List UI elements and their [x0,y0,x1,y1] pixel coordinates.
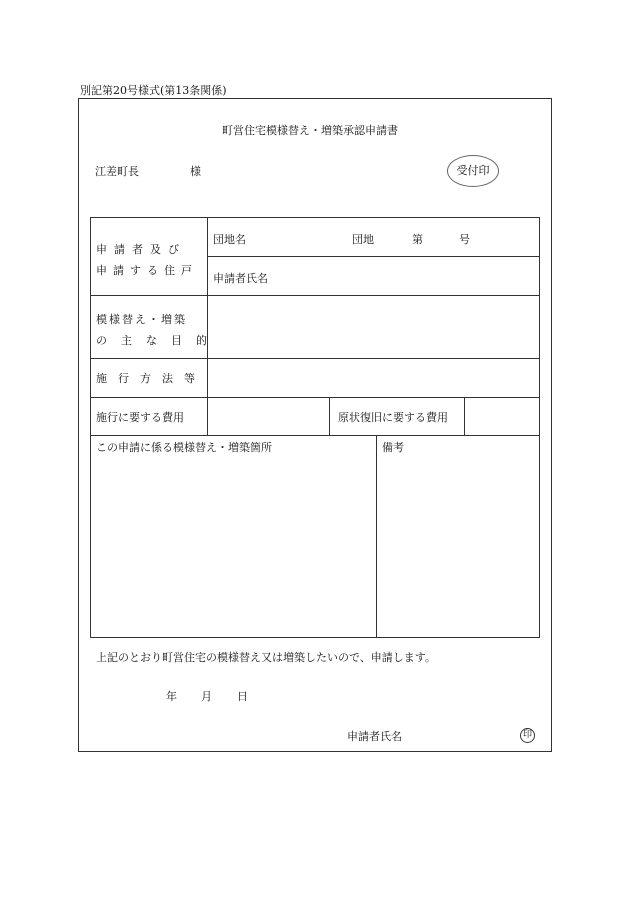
cost-label: 施行に要する費用 [96,411,184,424]
danchi-label: 団地名 [213,233,246,246]
applicant-name-label: 申請者氏名 [213,272,268,285]
table-cost-divider [464,397,465,435]
remarks-label: 備考 [382,441,404,454]
unit-dai: 第 [412,233,423,246]
seal-mark [520,728,535,743]
unit-go: 号 [459,233,470,246]
purpose-label-line1: 模様替え・増築 [96,313,187,326]
table-border-right [539,217,540,637]
table-rule [90,295,540,296]
table-cost-divider [329,397,330,435]
restore-cost-label: 原状復旧に要する費用 [338,411,448,424]
method-label: 施行方法等 [96,372,206,385]
table-border-top [90,217,540,218]
reception-stamp-label: 受付印 [456,164,490,177]
location-label: この申請に係る模様替え・増築箇所 [96,441,272,454]
seal-mark-label: 印 [522,730,532,740]
table-border-bottom [90,637,540,638]
applicant-label-line2: 申請する住戸 [96,264,198,277]
application-statement: 上記のとおり町営住宅の模様替え又は増築したいので、申請します。 [96,651,436,664]
table-rule [207,256,540,257]
signature-label: 申請者氏名 [347,730,402,743]
table-rule [90,397,540,398]
purpose-label-line2: の主な目的 [96,334,221,347]
table-remarks-divider [376,435,377,637]
form-title: 町営住宅模様替え・増築承認申請書 [222,124,398,137]
date-year: 年 [166,690,177,703]
date-day: 日 [237,690,248,703]
danchi-suffix: 団地 [352,233,374,246]
table-rule [90,435,540,436]
applicant-label-line1: 申請者及び [96,243,186,256]
addressee: 江差町長 [95,165,139,178]
table-label-divider [207,217,208,435]
reception-stamp-oval [447,155,499,187]
honorific: 様 [190,165,201,178]
table-border-left [90,217,91,637]
form-reference: 別記第20号様式(第13条関係) [80,84,227,97]
table-rule [90,358,540,359]
date-month: 月 [201,690,212,703]
